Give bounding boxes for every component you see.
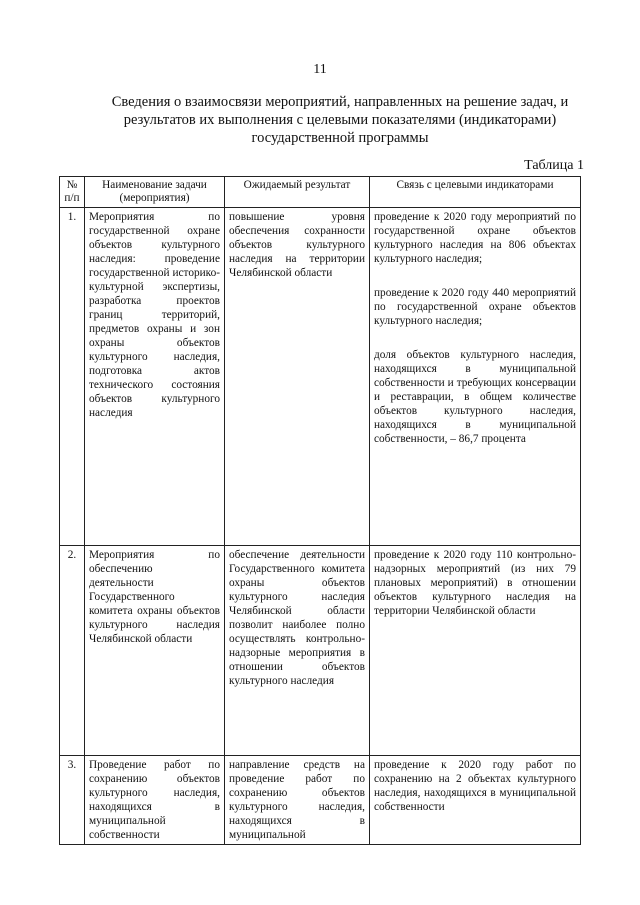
table-header-row — [60, 177, 581, 208]
header-result: Ожидаемый результат — [225, 177, 370, 208]
table-row — [60, 756, 581, 845]
indicators-table — [59, 176, 581, 845]
row-link — [370, 756, 581, 845]
table-row — [60, 208, 581, 546]
row-number: 2. — [60, 546, 85, 756]
page-number: 11 — [313, 62, 327, 77]
link-paragraph: проведение к 2020 году 440 мероприятий по государственной охране объектов культурного наследия; — [374, 287, 576, 327]
row-task: Мероприятия по обеспечению деятельности Государственного комитета охраны объектов культурного наследия Челябинской области — [85, 546, 225, 756]
table-row — [60, 546, 581, 756]
row-task: Проведение работ по сохранению объектов культурного наследия, находящихся в муниципальной собственности — [85, 756, 225, 845]
row-result: повышение уровня обеспечения сохранности объектов культурного наследия на территории Челябинской области — [225, 208, 370, 546]
link-paragraph: проведение к 2020 году мероприятий по государственной охране объектов культурного наследия на 806 объектах культурного наследия; — [374, 211, 576, 265]
link-paragraph: проведение к 2020 году 110 контрольно-надзорных мероприятий (из них 79 плановых мероприятий) в отношении объектов культурного наследия на территории Челябинской области — [374, 549, 576, 617]
row-link — [370, 208, 581, 546]
row-link — [370, 546, 581, 756]
link-paragraph: проведение к 2020 году работ по сохранению на 2 объектах культурного наследия, находящихся в муниципальной собственности — [374, 759, 576, 813]
row-result: направление средств на проведение работ по сохранению объектов культурного наследия, находящихся в муниципальной — [225, 756, 370, 845]
header-link: Связь с целевыми индикаторами — [370, 177, 581, 208]
header-task: Наименование задачи (мероприятия) — [85, 177, 225, 208]
row-task: Мероприятия по государственной охране объектов культурного наследия: проведение государственной историко-культурной экспертизы, разработка проектов границ территорий, предметов охраны и зон охраны объектов культурного наследия, подготовка актов технического состояния объектов культурного наследия — [85, 208, 225, 546]
link-paragraph: доля объектов культурного наследия, находящихся в муниципальной собственности и требующих консервации и реставрации, в общем количестве объектов культурного наследия, находящихся в муниципальной собственности, – 86,7 процента — [374, 349, 576, 445]
row-number: 3. — [60, 756, 85, 845]
header-num: № п/п — [60, 177, 85, 208]
table-caption: Таблица 1 — [524, 158, 584, 173]
row-number: 1. — [60, 208, 85, 546]
document-title: Сведения о взаимосвязи мероприятий, направленных на решение задач, и результатов их выполнения с целевыми показателями (индикаторами) государственной программы — [111, 94, 569, 146]
row-result: обеспечение деятельности Государственного комитета охраны объектов культурного наследия Челябинской области позволит наиболее полно осуществлять контрольно-надзорные мероприятия в отношении объектов культурного наследия — [225, 546, 370, 756]
